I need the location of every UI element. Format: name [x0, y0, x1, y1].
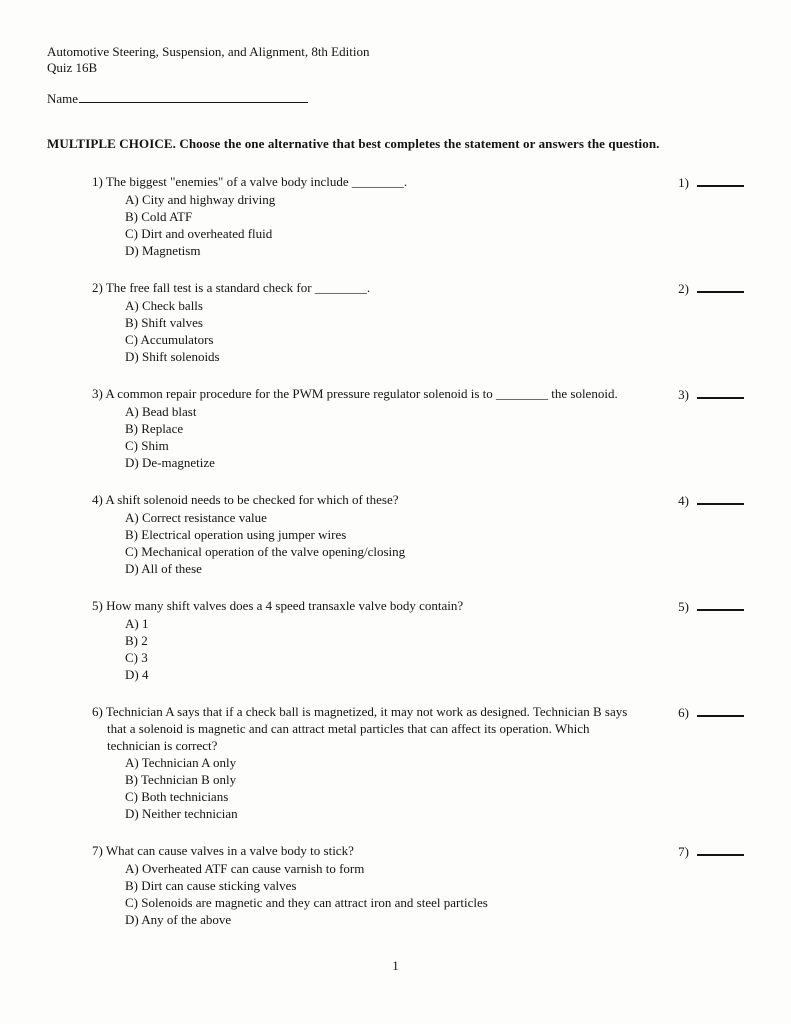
question-text: A common repair procedure for the PWM pressure regulator solenoid is to ________ the solenoid. — [105, 386, 618, 401]
option-item: D) All of these — [125, 561, 202, 576]
question-block — [92, 491, 744, 577]
option-item: A) Technician A only — [125, 755, 237, 770]
question-stem — [92, 597, 642, 614]
questions-list — [92, 173, 744, 928]
question-block — [92, 385, 744, 471]
question-number: 6) — [92, 704, 103, 719]
answer-number: 4) — [678, 493, 689, 508]
question-text: Technician A says that if a check ball is magnetized, it may not work as designed. Technician B says that a solenoid is magnetic and can attract metal particles that can affect its operation. Which technician is correct? — [105, 704, 628, 753]
options-list — [125, 615, 744, 683]
name-label: Name — [47, 91, 79, 106]
question-row — [92, 385, 744, 403]
question-row — [92, 173, 744, 191]
question-number: 1) — [92, 174, 103, 189]
question-text: What can cause valves in a valve body to stick? — [105, 843, 354, 858]
option-item: A) 1 — [125, 616, 149, 631]
option-item: C) 3 — [125, 650, 148, 665]
page-number: 1 — [392, 958, 399, 973]
option-item: D) 4 — [125, 667, 149, 682]
answer-number: 1) — [678, 175, 689, 190]
question-row — [92, 491, 744, 509]
question-number: 3) — [92, 386, 103, 401]
question-number: 4) — [92, 492, 103, 507]
option-item: A) Overheated ATF can cause varnish to form — [125, 861, 365, 876]
name-input-line[interactable] — [79, 89, 308, 103]
question-stem — [92, 703, 642, 754]
options-list — [125, 754, 744, 822]
question-number: 5) — [92, 598, 103, 613]
question-text: How many shift valves does a 4 speed transaxle valve body contain? — [106, 598, 464, 613]
option-item: C) Shim — [125, 438, 169, 453]
question-text: A shift solenoid needs to be checked for which of these? — [105, 492, 399, 507]
option-item: A) Bead blast — [125, 404, 197, 419]
option-item: B) Electrical operation using jumper wires — [125, 527, 347, 542]
option-item: B) Replace — [125, 421, 184, 436]
question-stem — [92, 279, 642, 296]
option-item: A) City and highway driving — [125, 192, 276, 207]
answer-number: 5) — [678, 599, 689, 614]
option-item: C) Both technicians — [125, 789, 229, 804]
answer-number: 2) — [678, 281, 689, 296]
option-item: C) Mechanical operation of the valve opening/closing — [125, 544, 406, 559]
answer-slot — [678, 491, 744, 509]
question-text: The biggest "enemies" of a valve body include ________. — [105, 174, 408, 189]
option-item: A) Correct resistance value — [125, 510, 267, 525]
question-number: 7) — [92, 843, 103, 858]
answer-blank[interactable] — [697, 597, 744, 611]
option-item: D) Magnetism — [125, 243, 201, 258]
answer-blank[interactable] — [697, 842, 744, 856]
answer-number: 7) — [678, 844, 689, 859]
question-number: 2) — [92, 280, 103, 295]
question-block — [92, 173, 744, 259]
options-list — [125, 403, 744, 471]
option-item: D) Any of the above — [125, 912, 232, 927]
option-item: A) Check balls — [125, 298, 203, 313]
answer-slot — [678, 703, 744, 721]
question-stem — [92, 491, 642, 508]
instructions-text: MULTIPLE CHOICE. Choose the one alternative that best completes the statement or answers the question. — [47, 136, 660, 151]
question-text: The free fall test is a standard check for ________. — [105, 280, 371, 295]
option-item: B) Dirt can cause sticking valves — [125, 878, 297, 893]
question-row — [92, 842, 744, 860]
answer-slot — [678, 279, 744, 297]
option-item: C) Accumulators — [125, 332, 214, 347]
answer-blank[interactable] — [697, 703, 744, 717]
answer-slot — [678, 842, 744, 860]
answer-slot — [678, 597, 744, 615]
document-title: Automotive Steering, Suspension, and Alignment, 8th Edition — [47, 44, 370, 59]
option-item: B) 2 — [125, 633, 148, 648]
option-item: D) De-magnetize — [125, 455, 215, 470]
answer-blank[interactable] — [697, 173, 744, 187]
question-row — [92, 279, 744, 297]
option-item: B) Cold ATF — [125, 209, 193, 224]
option-item: D) Shift solenoids — [125, 349, 220, 364]
answer-number: 3) — [678, 387, 689, 402]
option-item: C) Dirt and overheated fluid — [125, 226, 273, 241]
answer-slot — [678, 385, 744, 403]
question-stem — [92, 173, 642, 190]
name-row — [47, 89, 744, 109]
options-list — [125, 860, 744, 928]
question-row — [92, 703, 744, 754]
question-block — [92, 597, 744, 683]
option-item: D) Neither technician — [125, 806, 238, 821]
options-list — [125, 191, 744, 259]
options-list — [125, 297, 744, 365]
question-block — [92, 279, 744, 365]
answer-blank[interactable] — [697, 491, 744, 505]
question-block — [92, 842, 744, 928]
option-item: B) Technician B only — [125, 772, 237, 787]
question-block — [92, 703, 744, 822]
answer-blank[interactable] — [697, 279, 744, 293]
answer-number: 6) — [678, 705, 689, 720]
question-stem — [92, 385, 642, 402]
options-list — [125, 509, 744, 577]
document-header — [47, 44, 744, 76]
answer-slot — [678, 173, 744, 191]
quiz-number: Quiz 16B — [47, 60, 98, 75]
question-stem — [92, 842, 642, 859]
option-item: C) Solenoids are magnetic and they can attract iron and steel particles — [125, 895, 488, 910]
answer-blank[interactable] — [697, 385, 744, 399]
option-item: B) Shift valves — [125, 315, 203, 330]
question-row — [92, 597, 744, 615]
